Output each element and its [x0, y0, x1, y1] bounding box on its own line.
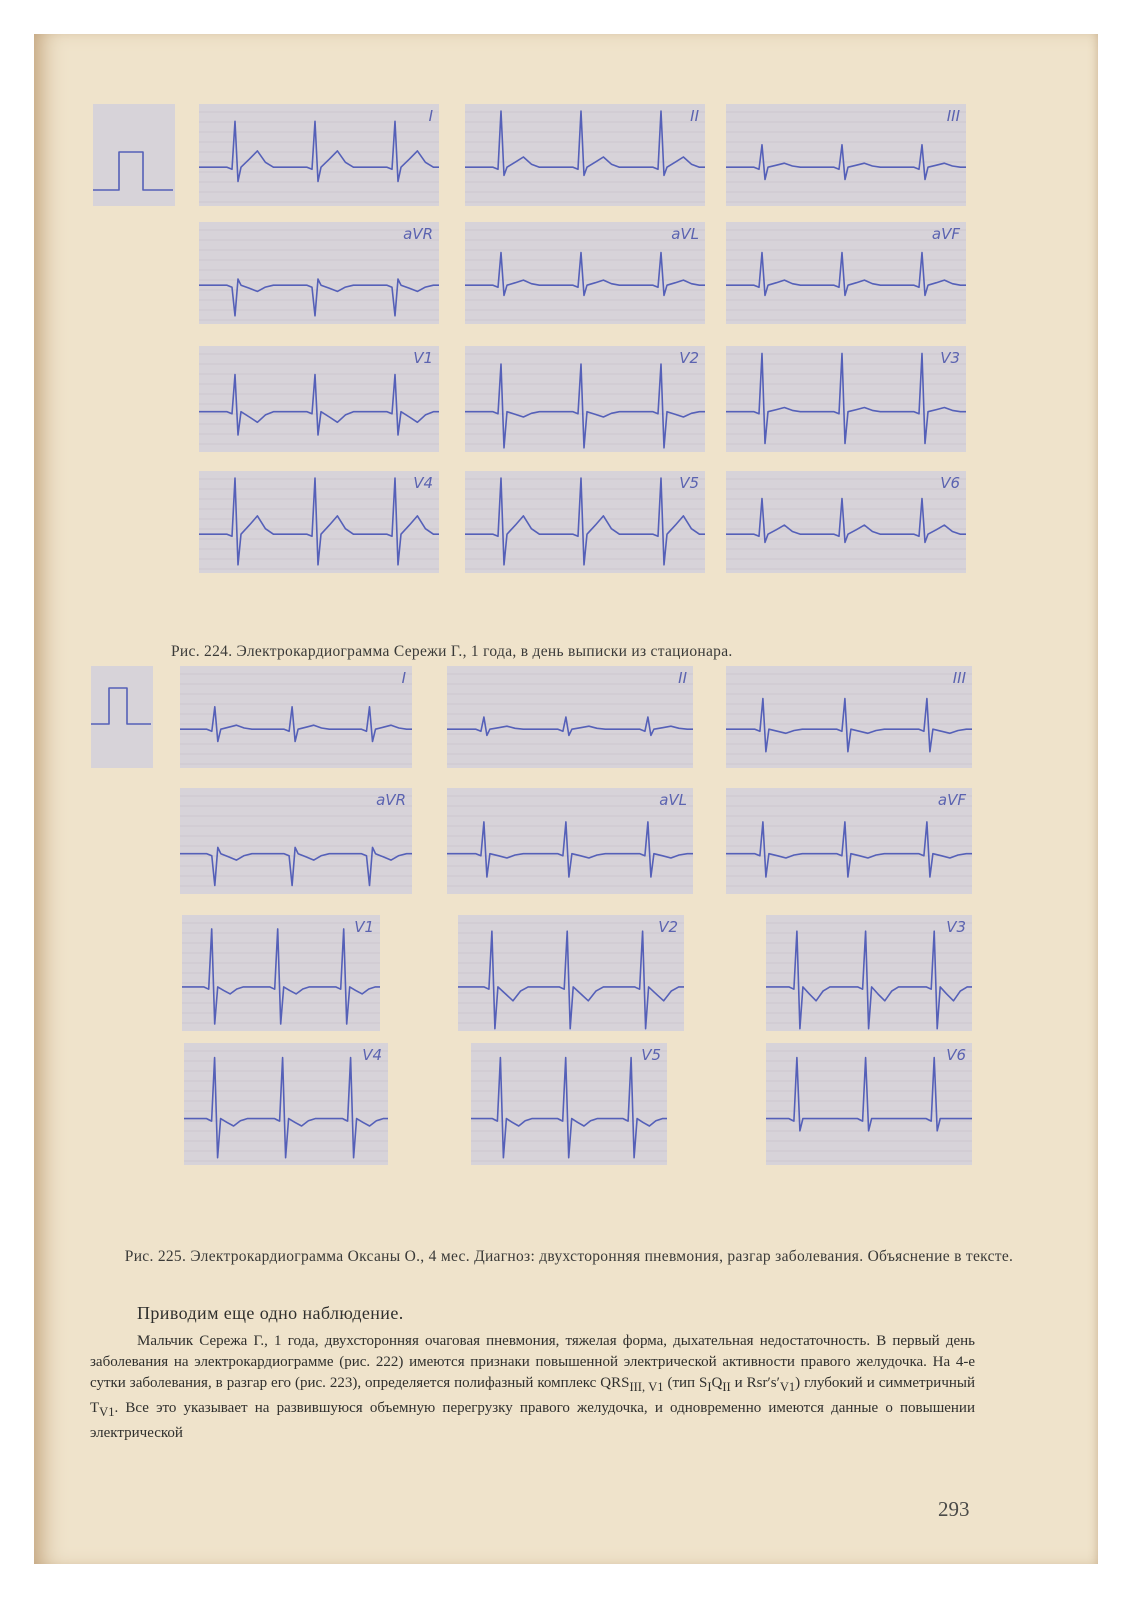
fig224-lead-avl-panel [465, 222, 705, 324]
fig225-lead-avl-trace [447, 788, 693, 894]
ecg-waveform [199, 478, 439, 565]
lead-label: II [690, 107, 699, 125]
fig225-lead-v5-trace [471, 1043, 667, 1165]
lead-label: aVR [376, 791, 406, 809]
fig225-lead-i-trace [180, 666, 412, 768]
fig225-lead-iii-panel [726, 666, 972, 768]
fig225-lead-v4-panel [184, 1043, 388, 1165]
body-paragraph-text: Мальчик Сережа Г., 1 года, двухсторонняя очаговая пневмония, тяжелая форма, дыхательная недостаточность. В первый день заболевания на электрокардиограмме (рис. 222) имеются признаки повышенной электрической активности правого желудочка. На 4-е сутки заболевания, в разгар его (рис. 223), определяется полифазный комплекс $QRS_{III, V1}$ (тип $S_IQ_{II}$ и $Rsr's'_{V1}$) глубокий и симметричный $T_{V1}$. Все это указывает на развившуюся объемную перегрузку правого желудочка, и одновременно имеются данные о повышении электрической [90, 1333, 975, 1441]
fig225-lead-iii-trace [726, 666, 972, 768]
figure-225-caption: Рис. 225. Электрокардиограмма Оксаны О., 4 мес. Диагноз: двухсторонняя пневмония, разгар заболевания. Объяснение в тексте. [124, 1248, 1014, 1265]
ecg-waveform [726, 822, 972, 877]
lead-label: aVR [403, 225, 433, 243]
fig225-lead-v3-panel [766, 915, 972, 1031]
fig224-lead-ii-trace [465, 104, 705, 206]
fig224-lead-avf-panel [726, 222, 966, 324]
fig225-lead-avl-panel [447, 788, 693, 894]
lead-label: aVL [659, 791, 687, 809]
fig225-lead-v2-trace [458, 915, 684, 1031]
lead-label: V5 [679, 474, 699, 492]
lead-label: aVF [937, 791, 966, 809]
calibration-pulse [93, 104, 175, 206]
body-paragraph [90, 1331, 975, 1444]
fig224-lead-ii-panel [465, 104, 705, 206]
fig225-lead-ii-panel [447, 666, 693, 768]
ecg-waveform [447, 717, 693, 735]
lead-label: V3 [946, 918, 966, 936]
fig224-lead-iii-trace [726, 104, 966, 206]
lead-label: II [678, 669, 687, 687]
ecg-waveform [465, 478, 705, 565]
fig224-lead-i-panel [199, 104, 439, 206]
fig224-lead-iii-panel [726, 104, 966, 206]
fig224-lead-v4-trace [199, 471, 439, 573]
section-intro: Приводим еще одно наблюдение. [137, 1303, 404, 1323]
fig225-lead-v6-panel [766, 1043, 972, 1165]
fig224-lead-v1-panel [199, 346, 439, 452]
ecg-waveform [766, 1058, 972, 1131]
page-number: 293 [938, 1497, 970, 1521]
fig224-lead-v6-panel [726, 471, 966, 573]
lead-label: V1 [354, 918, 374, 936]
fig225-lead-v1-trace [182, 915, 380, 1031]
fig224-lead-avl-trace [465, 222, 705, 324]
calibration-pulse-trace [93, 104, 175, 206]
lead-label: aVF [931, 225, 960, 243]
fig224-lead-v4-panel [199, 471, 439, 573]
lead-label: V4 [413, 474, 433, 492]
fig225-lead-v6-trace [766, 1043, 972, 1165]
lead-label: III [952, 669, 966, 687]
lead-label: V2 [658, 918, 678, 936]
lead-label: aVL [671, 225, 699, 243]
fig224-lead-i-trace [199, 104, 439, 206]
lead-label: V1 [413, 349, 433, 367]
ecg-waveform [447, 822, 693, 877]
fig225-lead-ii-trace [447, 666, 693, 768]
fig224-lead-v5-panel [465, 471, 705, 573]
fig224-lead-avr-panel [199, 222, 439, 324]
calibration-pulse-trace [91, 666, 153, 768]
fig225-lead-v2-panel [458, 915, 684, 1031]
fig225-lead-i-panel [180, 666, 412, 768]
lead-label: V3 [940, 349, 960, 367]
fig224-lead-v2-panel [465, 346, 705, 452]
lead-label: V4 [362, 1046, 382, 1064]
ecg-waveform [726, 353, 966, 443]
ecg-waveform [199, 121, 439, 181]
lead-label: I [428, 107, 433, 125]
lead-label: V6 [940, 474, 960, 492]
figure-224-caption: Рис. 224. Электрокардиограмма Сережи Г., 1 года, в день выписки из стационара. [171, 643, 733, 660]
fig224-lead-v2-trace [465, 346, 705, 452]
ecg-waveform [465, 364, 705, 448]
book-page [34, 34, 1098, 1564]
ecg-waveform [726, 499, 966, 543]
ecg-waveform [458, 931, 684, 1028]
fig225-lead-v4-trace [184, 1043, 388, 1165]
fig224-lead-v6-trace [726, 471, 966, 573]
fig225-lead-avf-panel [726, 788, 972, 894]
fig225-lead-v5-panel [471, 1043, 667, 1165]
fig225-lead-v3-trace [766, 915, 972, 1031]
fig225-lead-avr-panel [180, 788, 412, 894]
lead-label: III [946, 107, 960, 125]
ecg-waveform [465, 253, 705, 296]
fig224-lead-v5-trace [465, 471, 705, 573]
ecg-waveform [726, 253, 966, 296]
fig224-lead-avf-trace [726, 222, 966, 324]
fig225-lead-avf-trace [726, 788, 972, 894]
fig225-lead-v1-panel [182, 915, 380, 1031]
ecg-waveform [184, 1058, 388, 1158]
lead-label: V5 [641, 1046, 661, 1064]
ecg-waveform [180, 847, 412, 885]
ecg-waveform [465, 111, 705, 175]
ecg-waveform [766, 931, 972, 1028]
lead-label: V2 [679, 349, 699, 367]
ecg-waveform [471, 1058, 667, 1158]
fig224-lead-v3-panel [726, 346, 966, 452]
lead-label: V6 [946, 1046, 966, 1064]
calibration-pulse [91, 666, 153, 768]
lead-label: I [401, 669, 406, 687]
fig224-lead-v1-trace [199, 346, 439, 452]
fig224-lead-v3-trace [726, 346, 966, 452]
